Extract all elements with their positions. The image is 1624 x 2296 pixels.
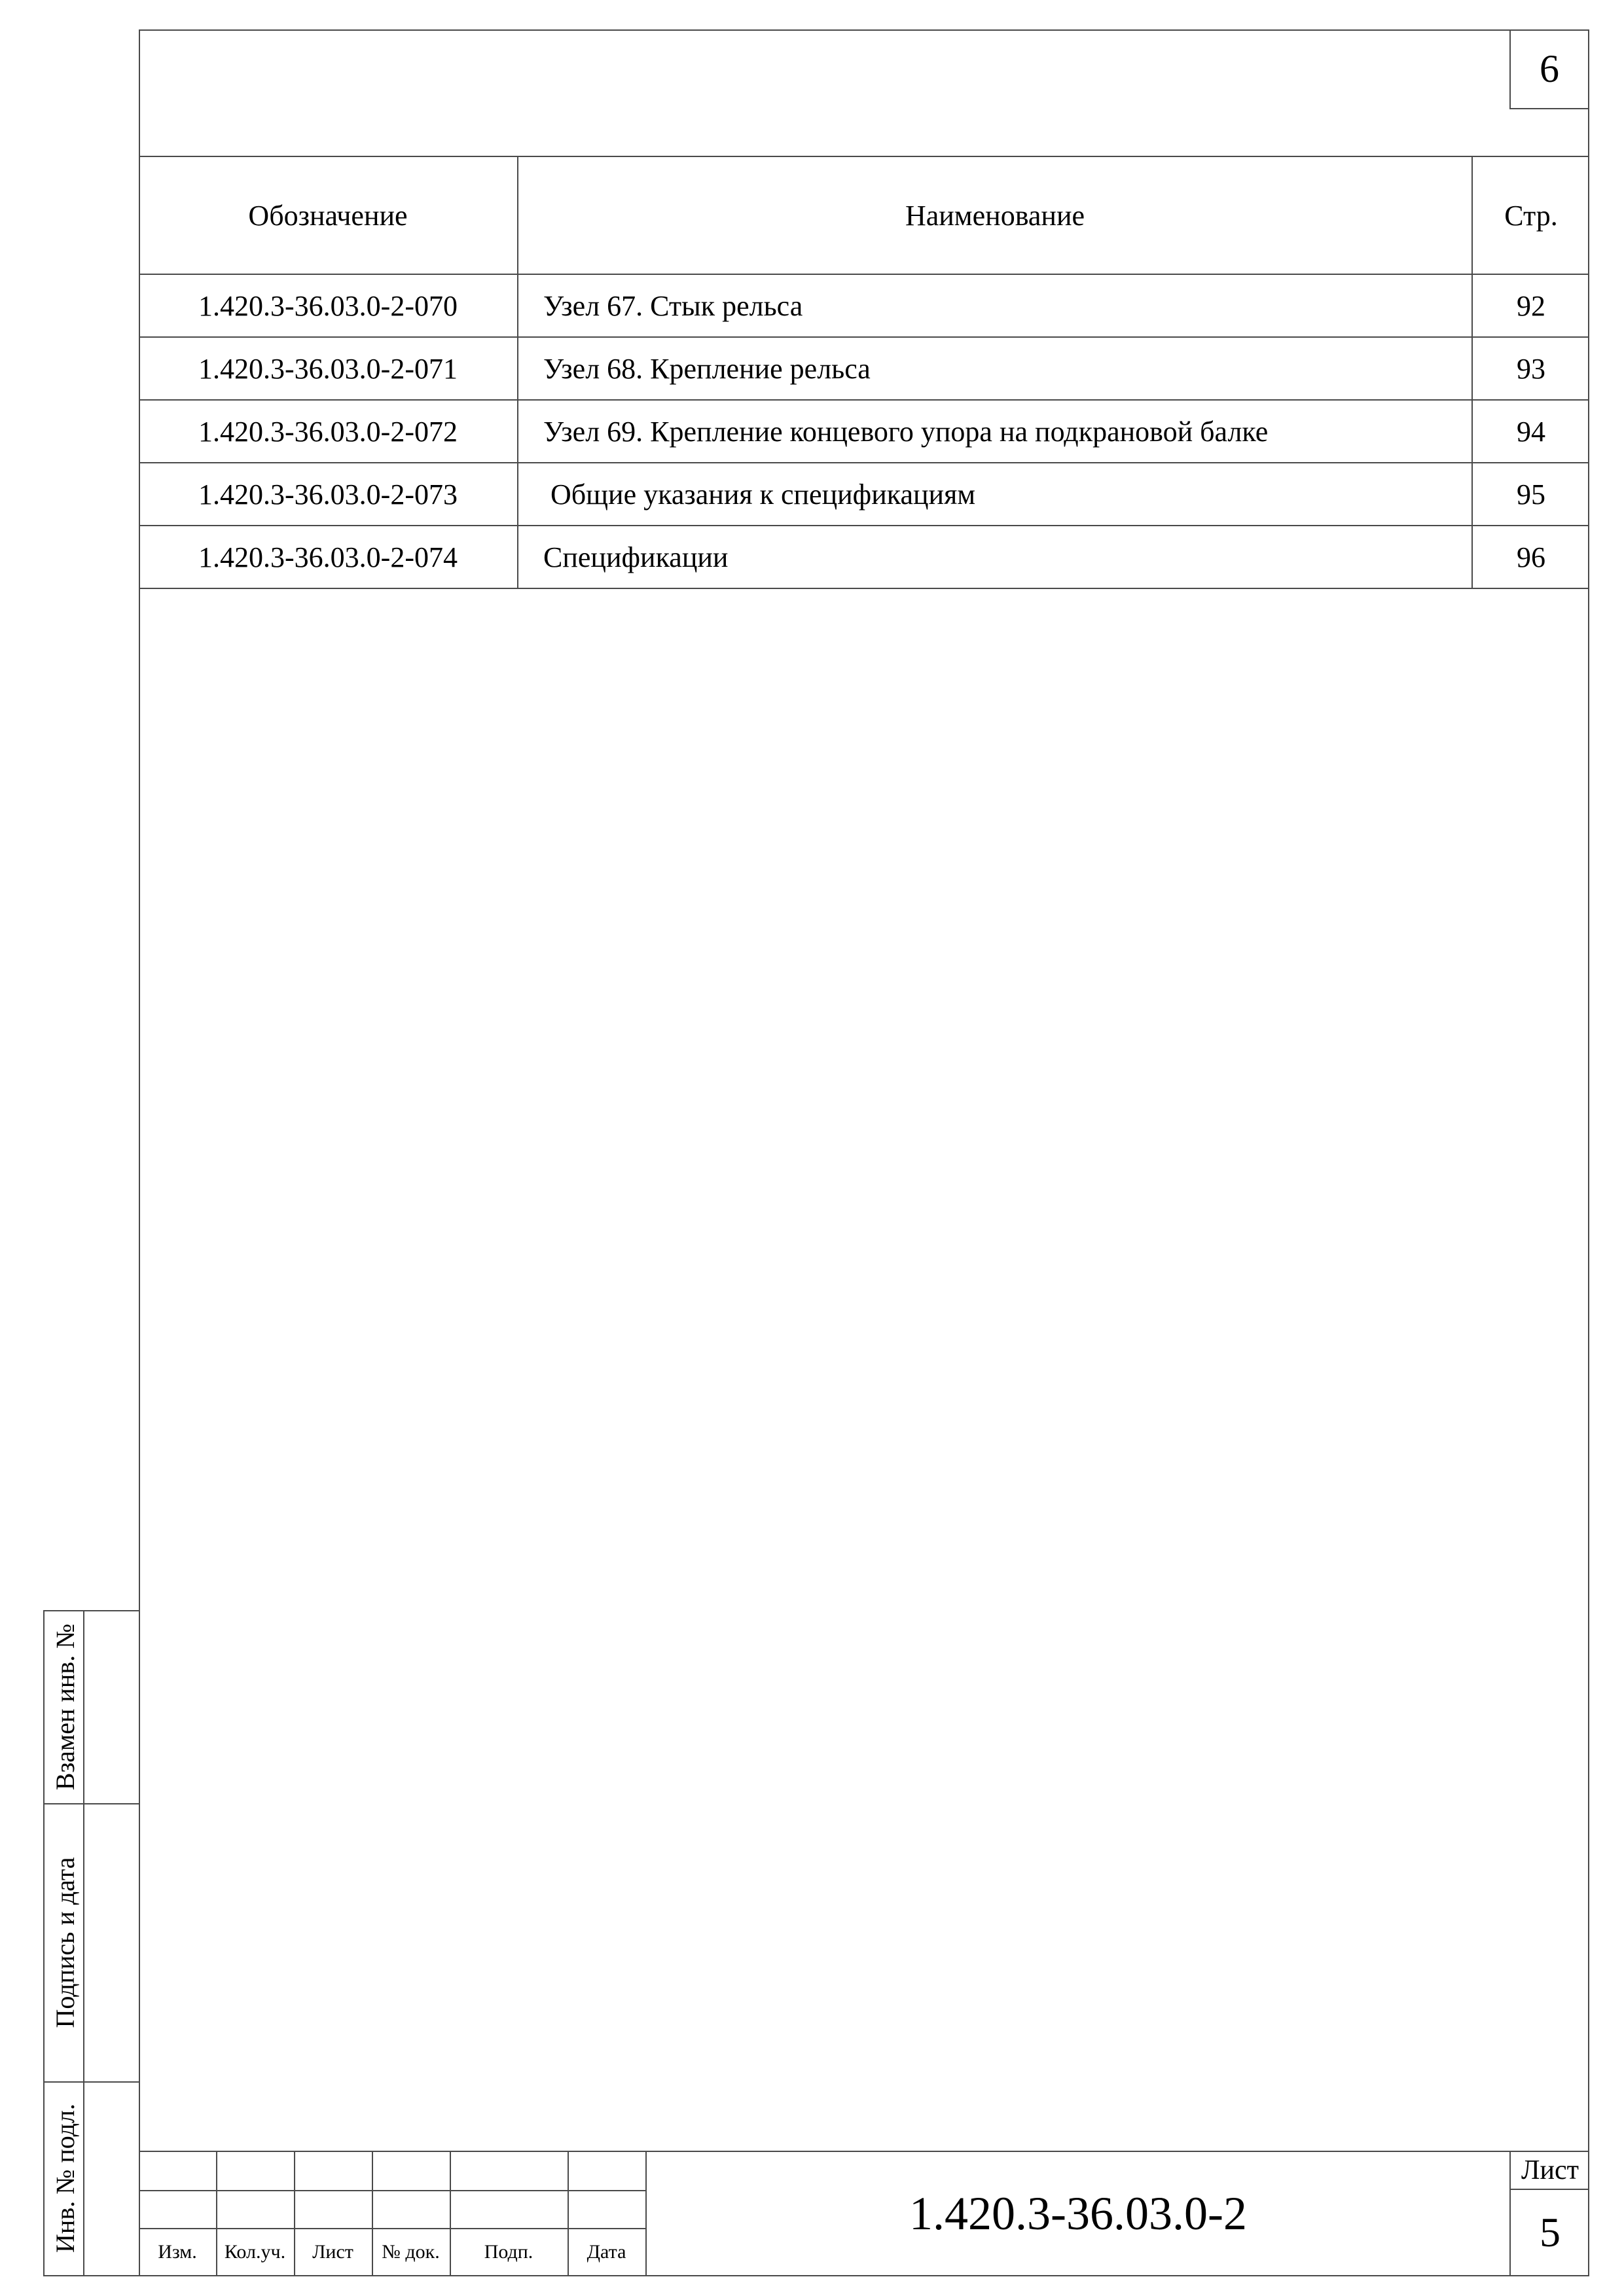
header-page: Стр. <box>1504 199 1558 232</box>
row-name: Узел 67. Стык рельса <box>543 289 803 322</box>
table-bottom-line <box>139 588 1589 589</box>
side-stamp-divider <box>43 1610 45 2276</box>
row-page: 94 <box>1517 415 1545 448</box>
col-label-doc: № док. <box>382 2241 440 2263</box>
col-label-kol: Кол.уч. <box>224 2241 286 2263</box>
header-name: Наименование <box>905 199 1085 232</box>
row-designation: 1.420.3-36.03.0-2-073 <box>198 478 458 511</box>
row-page: 96 <box>1517 541 1545 573</box>
col-label-date: Дата <box>586 2241 626 2263</box>
side-stamp-line <box>43 2081 140 2083</box>
sheet-label: Лист <box>1521 2155 1579 2185</box>
col-label-sign: Подп. <box>484 2241 533 2263</box>
header-designation: Обозначение <box>248 199 408 232</box>
side-sign-date: Подпись и дата <box>50 1857 80 2028</box>
row-name: Узел 68. Крепление рельса <box>543 352 871 385</box>
title-block-row <box>139 2190 647 2191</box>
row-name: Спецификации <box>543 541 729 573</box>
row-page: 95 <box>1517 478 1545 511</box>
row-designation: 1.420.3-36.03.0-2-072 <box>198 415 458 448</box>
row-designation: 1.420.3-36.03.0-2-070 <box>198 289 458 322</box>
col-label-izm: Изм. <box>158 2241 197 2263</box>
side-inv-orig: Инв. № подл. <box>50 2104 80 2253</box>
row-page: 93 <box>1517 352 1545 385</box>
row-designation: 1.420.3-36.03.0-2-071 <box>198 352 458 385</box>
row-designation: 1.420.3-36.03.0-2-074 <box>198 541 458 573</box>
row-name: Общие указания к спецификациям <box>543 478 976 511</box>
row-page: 92 <box>1517 289 1545 322</box>
side-replace-inv: Взамен инв. № <box>50 1623 80 1791</box>
row-name: Узел 69. Крепление концевого упора на подкрановой балке <box>543 415 1269 448</box>
col-label-list: Лист <box>312 2241 353 2263</box>
side-stamp <box>83 1610 140 2276</box>
top-page-number: 6 <box>1540 46 1559 90</box>
side-stamp-bottom <box>43 2275 140 2276</box>
document-code: 1.420.3-36.03.0-2 <box>909 2187 1247 2240</box>
sheet-number: 5 <box>1540 2209 1561 2255</box>
